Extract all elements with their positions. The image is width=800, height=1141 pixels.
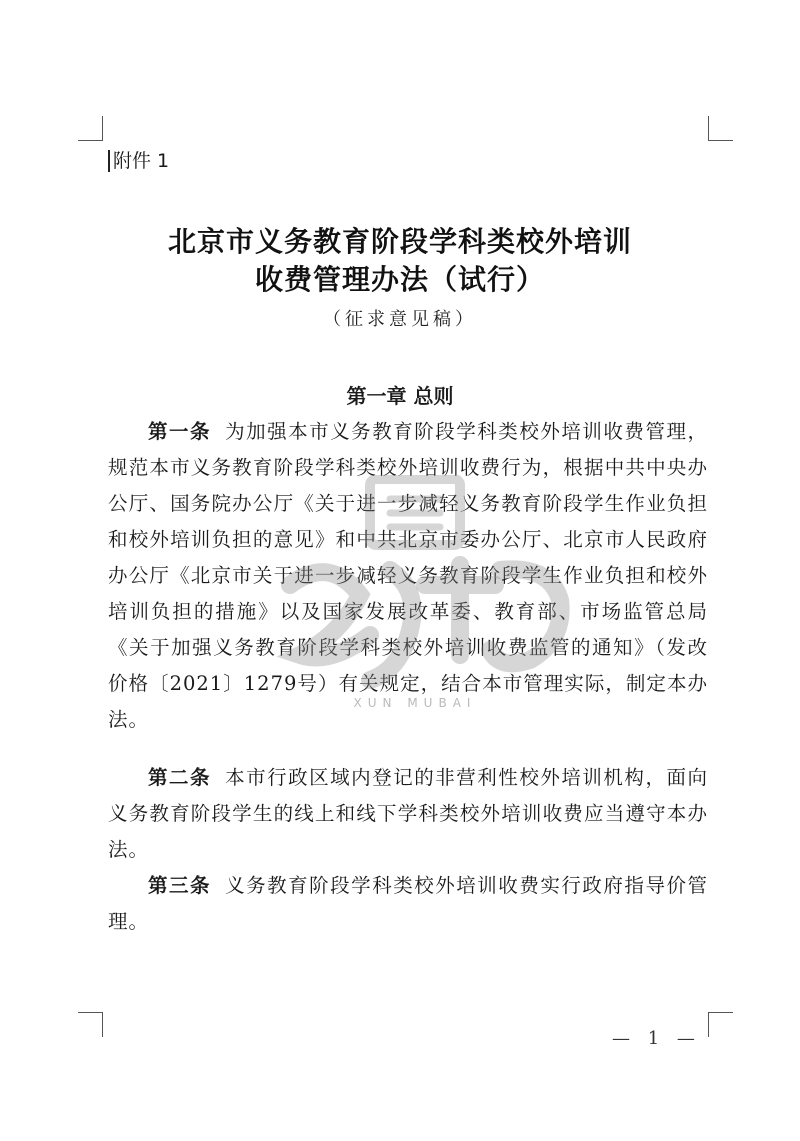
crop-mark-bottom-right (708, 1012, 733, 1037)
article-1 (108, 414, 708, 738)
crop-mark-bottom-left (78, 1012, 103, 1037)
article-2-label: 第二条 (148, 766, 212, 789)
chapter-heading: 第一章 总则 (346, 384, 454, 408)
article-3 (108, 868, 708, 940)
article-3-label: 第三条 (148, 874, 212, 897)
attachment-label: 附件 1 (108, 150, 169, 172)
article-1-text: 为加强本市义务教育阶段学科类校外培训收费管理，规范本市义务教育阶段学科类校外培训收费行为，根据中共中央办公厅、国务院办公厅《关于进一步减轻义务教育阶段学生作业负担和校外培训负担的意见》和中共北京市委办公厅、北京市人民政府办公厅《北京市关于进一步减轻义务教育阶段学生作业负担和校外培训负担的措施》以及国家发展改革委、教育部、市场监管总局《关于加强义务教育阶段学科类校外培训收费监管的通知》（发改价格〔2021〕1279号）有关规定，结合本市管理实际，制定本办法。 (108, 420, 708, 731)
document-title-line-1: 北京市义务教育阶段学科类校外培训 (167, 225, 632, 258)
document-title-line-2: 收费管理办法（试行） (254, 263, 545, 296)
crop-mark-top-left (78, 116, 103, 141)
crop-mark-top-right (708, 116, 733, 141)
article-3-text: 义务教育阶段学科类校外培训收费实行政府指导价管理。 (108, 874, 708, 933)
page-number: — 1 — (612, 1028, 701, 1049)
article-2 (108, 760, 708, 868)
article-1-label: 第一条 (148, 420, 212, 443)
article-2-text: 本市行政区域内登记的非营利性校外培训机构，面向义务教育阶段学生的线上和线下学科类校外培训收费应当遵守本办法。 (108, 766, 708, 861)
document-subtitle: （征求意见稿） (323, 309, 477, 330)
svg-text:XUN MUBAI: XUN MUBAI (353, 696, 477, 710)
